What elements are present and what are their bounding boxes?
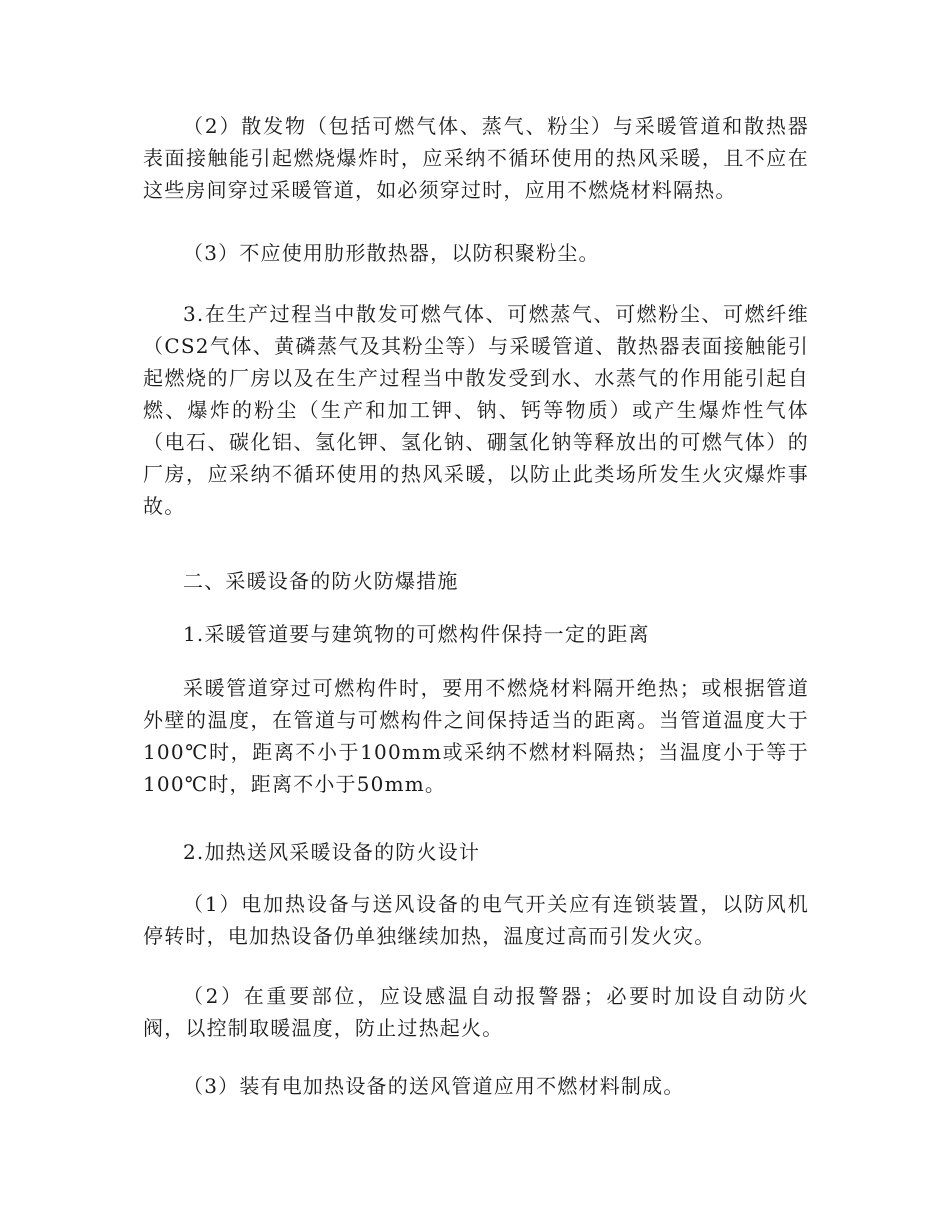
subheading-pipe-distance: 1.采暖管道要与建筑物的可燃构件保持一定的距离 bbox=[183, 622, 650, 646]
paragraph-rib-radiator: （3）不应使用肋形散热器，以防积聚粉尘。 bbox=[183, 241, 600, 265]
paragraph-interlock-device: （1）电加热设备与送风设备的电气开关应有连锁装置，以防风机停转时，电加热设备仍单独继续加热，温度过高而引发火灾。 bbox=[143, 892, 809, 948]
paragraph-noncombustible-duct: （3）装有电加热设备的送风管道应用不燃材料制成。 bbox=[183, 1074, 685, 1098]
paragraph-pipe-distance: 采暖管道穿过可燃构件时，要用不燃烧材料隔开绝热；或根据管道外壁的温度，在管道与可燃构件之间保持适当的距离。当管道温度大于100℃时，距离不小于100mm或采纳不燃材料隔热；当温度小于等于100℃时，距离不小于50mm。 bbox=[143, 676, 809, 796]
section-heading-fire-prevention: 二、采暖设备的防火防爆措施 bbox=[183, 569, 459, 593]
paragraph-factory-hot-air: 3.在生产过程当中散发可燃气体、可燃蒸气、可燃粉尘、可燃纤维（CS2气体、黄磷蒸气及其粉尘等）与采暖管道、散热器表面接触能引起燃烧的厂房以及在生产过程当中散发受到水、水蒸气的作用能引起自燃、爆炸的粉尘（生产和加工钾、钠、钙等物质）或产生爆炸性气体（电石、碳化铝、氢化钾、氢化钠、硼氢化钠等释放出的可燃气体）的厂房，应采纳不循环使用的热风采暖，以防止此类场所发生火灾爆炸事故。 bbox=[143, 302, 809, 518]
paragraph-dissipated-materials: （2）散发物（包括可燃气体、蒸气、粉尘）与采暖管道和散热器表面接触能引起燃烧爆炸时，应采纳不循环使用的热风采暖，且不应在这些房间穿过采暖管道，如必须穿过时，应用不燃烧材料隔热。 bbox=[143, 114, 809, 202]
subheading-heating-air-supply: 2.加热送风采暖设备的防火设计 bbox=[183, 840, 481, 864]
paragraph-temperature-alarm: （2）在重要部位，应设感温自动报警器；必要时加设自动防火阀，以控制取暖温度，防止过热起火。 bbox=[143, 984, 809, 1040]
